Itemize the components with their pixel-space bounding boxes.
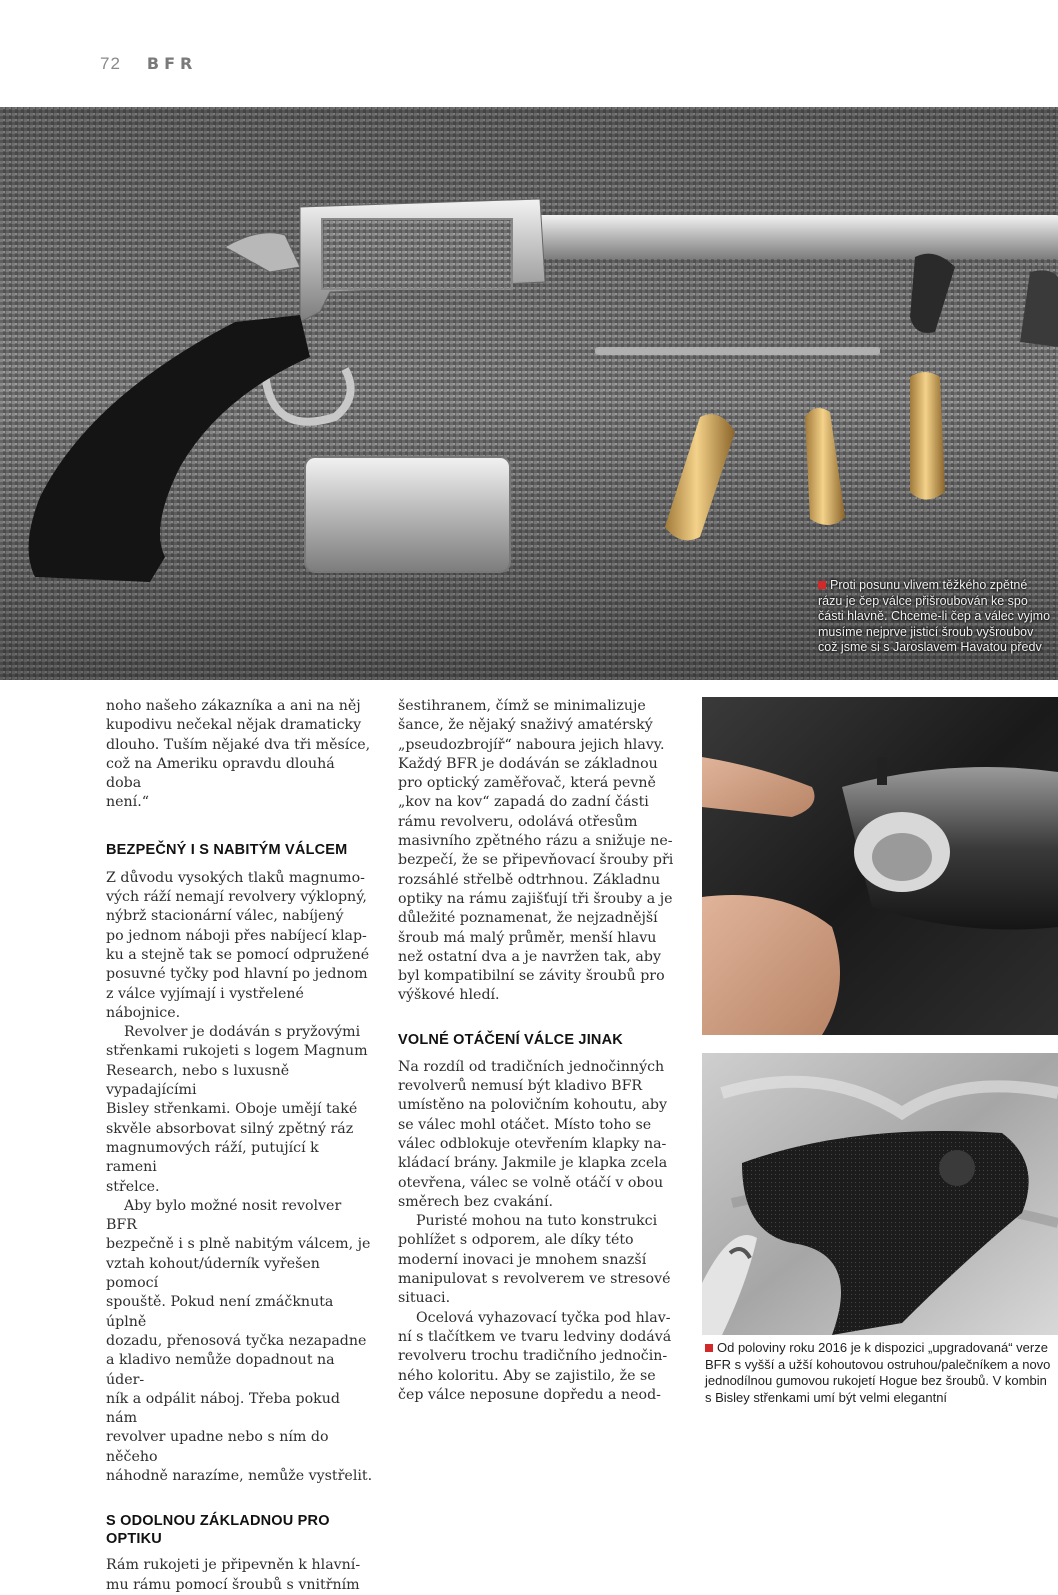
frame-window <box>322 219 512 289</box>
section-heading-safety: BEZPEČNÝ I S NABITÝM VÁLCEM <box>106 841 348 858</box>
magazine-name: BFR <box>146 54 198 73</box>
page-number: 72 <box>100 54 121 73</box>
paragraph: Puristé mohou na tuto konstrukci pohlížet s odporem, ale díky této moderní inovaci je mnohem snazší manipulovat s revolverem ve stresové situaci. <box>398 1213 671 1307</box>
text-column-2 <box>398 697 675 1405</box>
photo-bisley-grip <box>702 1053 1058 1335</box>
paragraph: Rám rukojeti je připevněn k hlavní- mu rámu pomocí šroubů s vnitřním <box>106 1557 361 1593</box>
grip-caption: Od poloviny roku 2016 je k dispozici „upgradovaná“ verze BFR s vyšší a užší kohoutovou ostruhou/palečníkem a novo jednodílnou gumovou rukojetí Hogue bez šroubů. V kombin s Bisley střenkami umí být velmi elegantní <box>705 1340 1051 1405</box>
paragraph: Aby bylo možné nosit revolver BFR bezpečně i s plně nabitým válcem, je vztah kohout/úderník vyřešen pomocí spouště. Pokud není zmáčknuta úplně dozadu, přenosová tyčka nezapadne a kladivo nemůže dopadnout na úder- ník a odpálit náboj. Třeba pokud nám revolver upadne nebo s ním do něčeho náhodně narazíme, nemůže vystřelit. <box>106 1197 373 1484</box>
section-heading-optics: S ODOLNOU ZÁKLADNOU PRO OPTIKU <box>106 1513 330 1548</box>
intro-paragraph: noho našeho zákazníka a ani na něj kupodivu nečekal nějak dramaticky dlouho. Tuším nějaké dva tři měsíce, což na Ameriku opravdu dlouhá doba není.“ <box>106 698 371 811</box>
section-heading-cylinder: VOLNÉ OTÁČENÍ VÁLCE JINAK <box>398 1031 623 1048</box>
page-header <box>100 54 197 74</box>
paragraph: šestihranem, čímž se minimalizuje šance, že nějaký snaživý amatérský „pseudozbrojíř“ naboura jejich hlavy. Každý BFR je dodáván se základnou pro optický zaměřovač, která pevně „kov na kov“ zapadá do zadní části rámu revolveru, odolává otřesům masivního zpětného rázu a snižuje ne- bezpečí, že se připevňovací šrouby při rozsáhlé střelbě odtrhnou. Základnu optiky na rámu zajišťují tři šrouby a je důležité poznamenat, že nejzadnější šroub má malý průměr, menší hlavu než ostatní dva a je navržen tak, aby byl kompatibilní se závity šroubů pro výškové hledí. <box>398 698 674 1004</box>
revolver-cylinder <box>305 457 510 572</box>
grip-medallion <box>939 1150 975 1186</box>
caption-bullet <box>705 1344 713 1352</box>
paragraph: Revolver je dodáván s pryžovými střenkami rukojeti s logem Magnum Research, nebo s luxusně vypadajícími Bisley střenkami. Oboje umějí také skvěle absorbovat silný zpětný ráz magnumových ráží, putující k rameni střelce. <box>106 1024 368 1195</box>
hero-caption: Proti posunu vlivem těžkého zpětné rázu je čep válce přišroubován ke spo části hlavně. Chceme-li čep a válec vyjmo musíme nejprve jisticí šroub vyšroubov což jsme si s Jaroslavem Havatou předv <box>818 578 1051 654</box>
photo-hand-loading <box>702 697 1058 1035</box>
paragraph: Z důvodu vysokých tlaků magnumo- vých ráží nemají revolvery výklopný, nýbrž stacionární válec, nabíjený po jednom náboji přes nabíjecí klap- ku a stejně tak se pomocí odpružené posuvné tyčky pod hlavní po jednom z válce vyjímají i vystřelené nábojnice. <box>106 869 370 1021</box>
paragraph: Ocelová vyhazovací tyčka pod hlav- ní s tlačítkem ve tvaru ledviny dodává revolveru trochu tradičního jednočin- ného koloritu. Aby se zajistilo, že se čep válce neposune dopředu a neod- <box>398 1309 672 1403</box>
paragraph: Na rozdíl od tradičních jednočinných revolverů nemusí být kladivo BFR umístěno na polovičním kohoutu, aby se válec mohl otáčet. Místo toho se válec odblokuje otevřením klapky na- kládací brány. Jakmile je klapka zcela otevřena, válec se volně otáčí v obou směrech bez cvakání. <box>398 1058 668 1210</box>
caption-bullet <box>818 581 826 589</box>
cartridge-3 <box>910 372 945 500</box>
ejector-rod <box>595 347 880 355</box>
text-column-1 <box>106 697 374 1595</box>
revolver-barrel <box>520 215 1058 259</box>
